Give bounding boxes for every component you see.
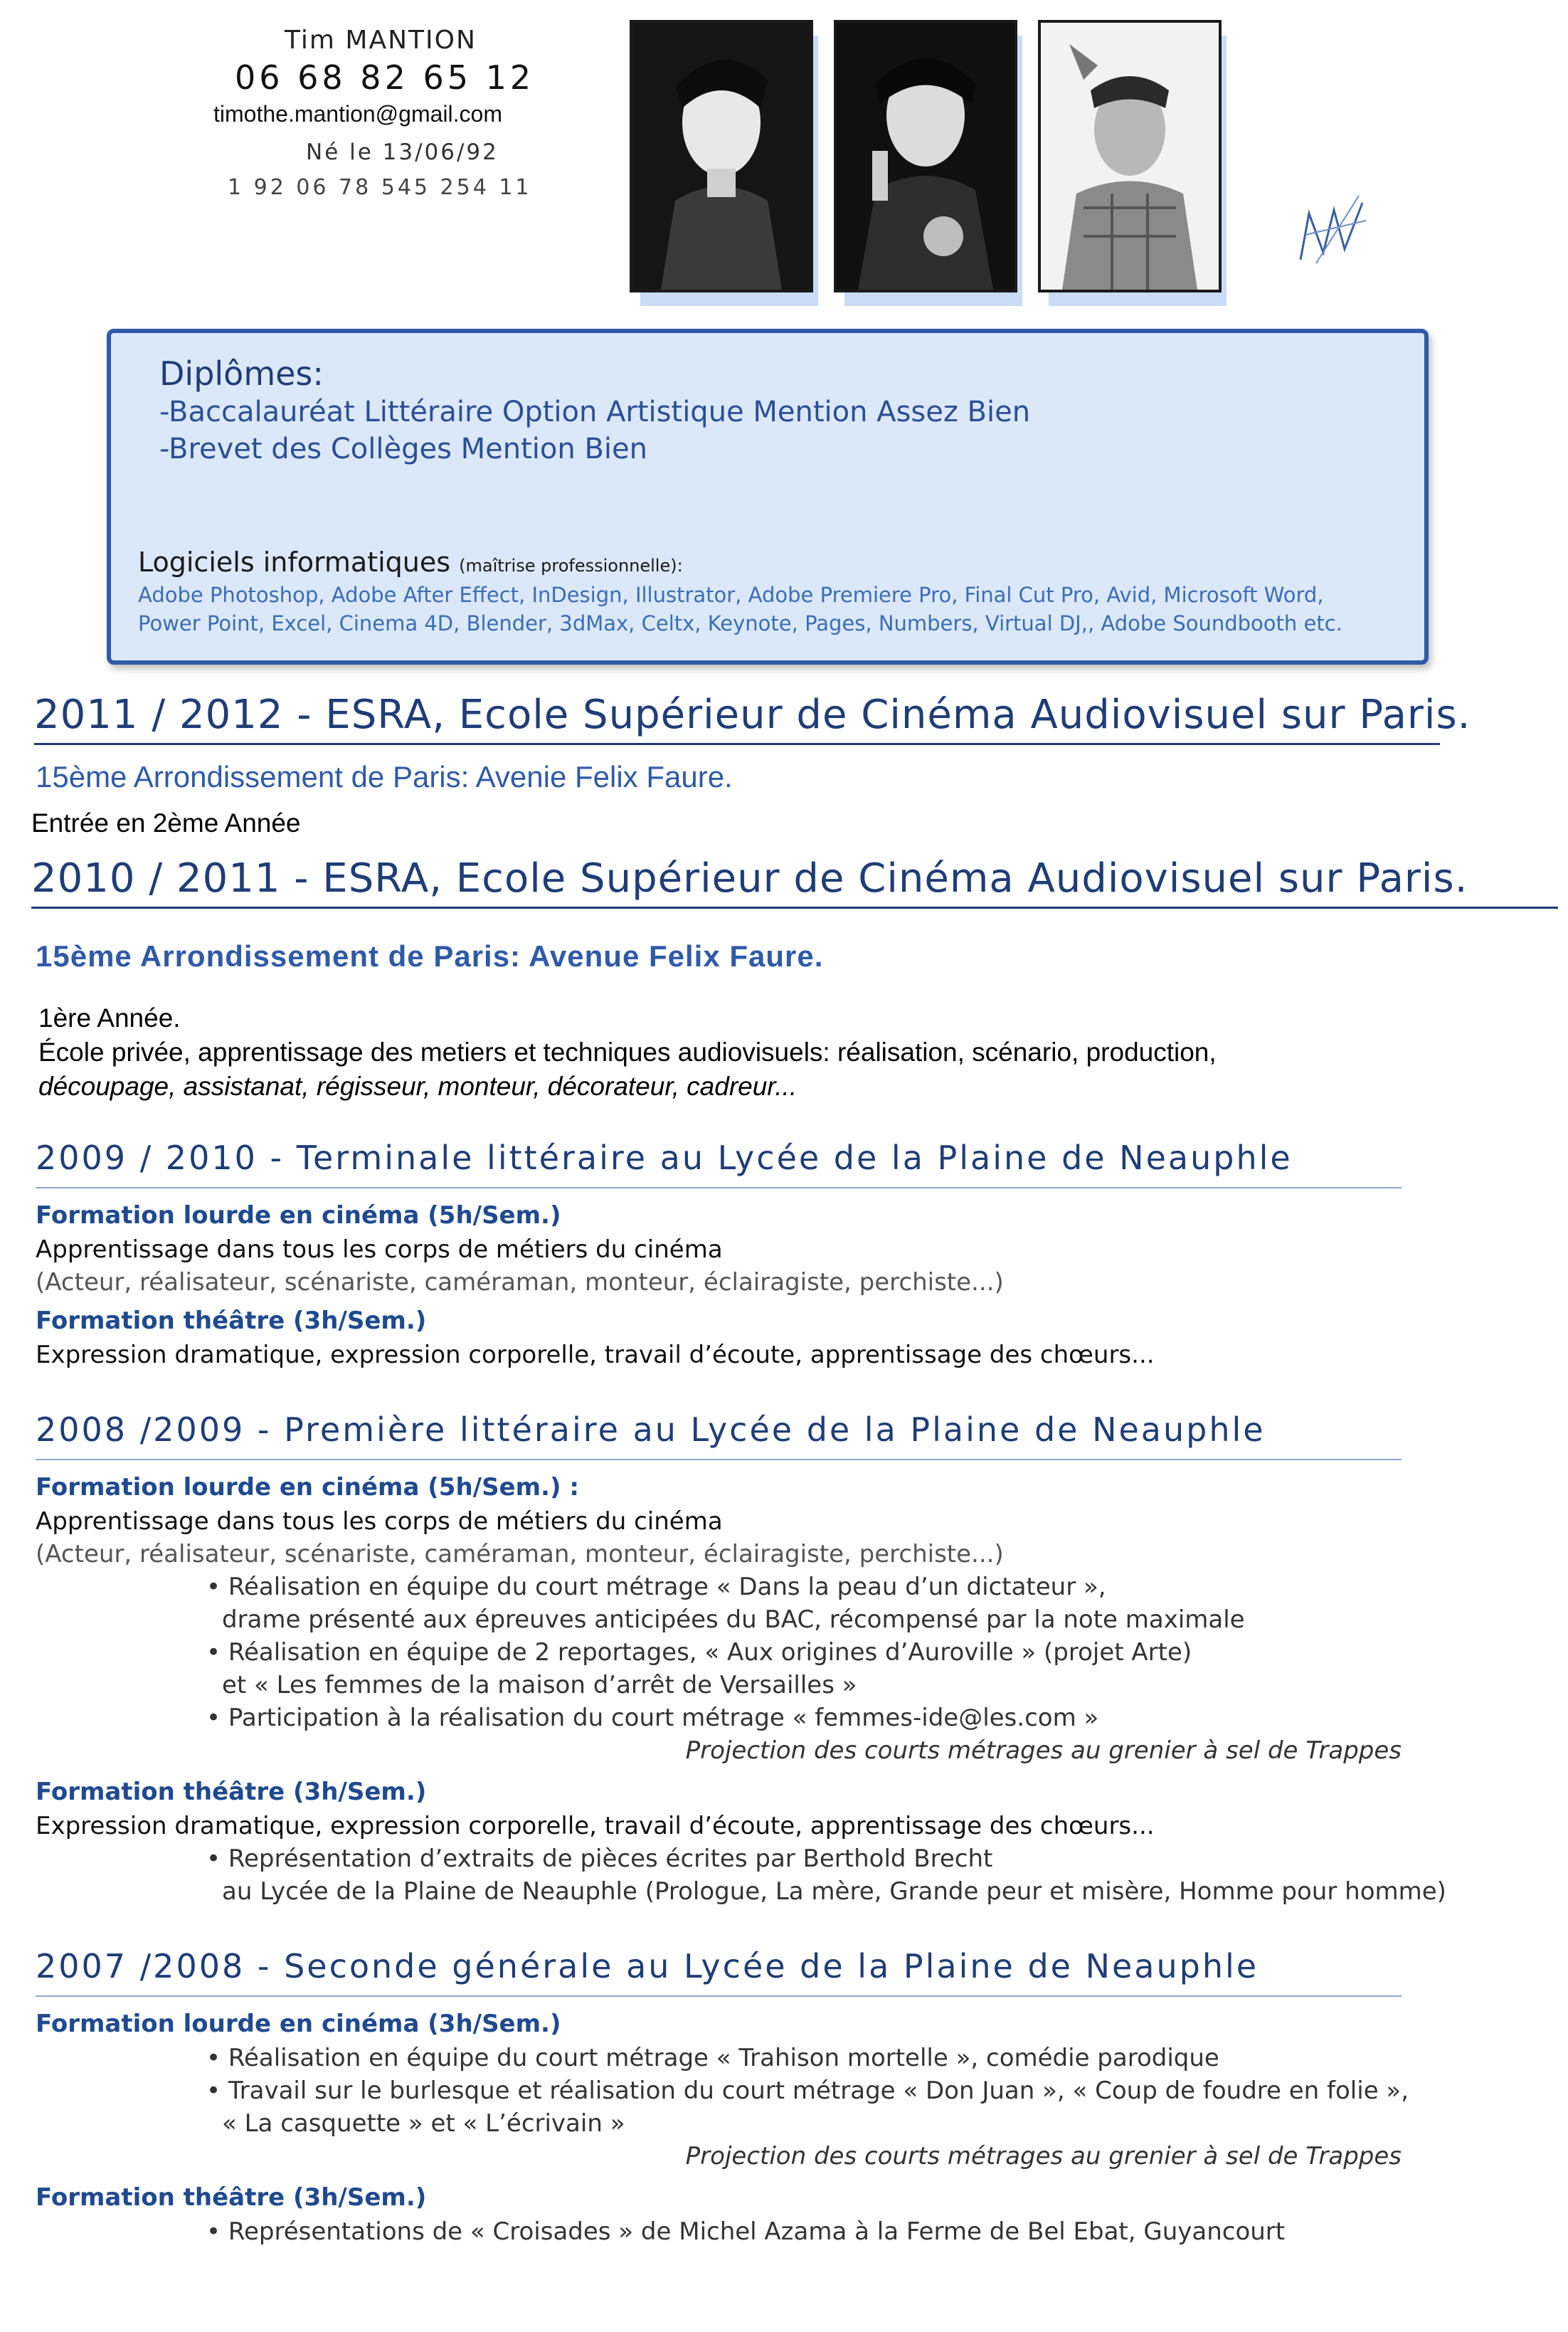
esra-2011-rule — [34, 743, 1440, 745]
premiere-rule — [36, 1459, 1402, 1460]
esra-2011-location: 15ème Arrondissement de Paris: Avenie Felix Faure. — [36, 760, 733, 793]
premiere-projection: Projection des courts métrages au grenier à sel de Trappes — [685, 1736, 1402, 1765]
terminale-cinema-text: Apprentissage dans tous les corps de métiers du cinéma — [36, 1235, 723, 1264]
terminale-rule — [36, 1187, 1402, 1188]
software-list — [138, 581, 1404, 638]
premiere-bullet-3: • Participation à la réalisation du court métrage « femmes-ide@les.com » — [206, 1704, 1099, 1732]
esra-2011-note: Entrée en 2ème Année — [31, 808, 301, 838]
premiere-theatre-text: Expression dramatique, expression corporelle, travail d’écoute, apprentissage des chœurs... — [36, 1812, 1155, 1840]
seconde-bullet-1: • Réalisation en équipe du court métrage « Trahison mortelle », comédie parodique — [206, 2044, 1219, 2072]
seconde-cinema-label: Formation lourde en cinéma (3h/Sem.) — [36, 2010, 561, 2038]
esra-2010-desc-2: découpage, assistanat, régisseur, monteur, décorateur, cadreur... — [38, 1072, 798, 1101]
signature-icon — [1295, 192, 1373, 270]
premiere-bullet-1-cont: drame présenté aux épreuves anticipées du BAC, récompensé par la note maximale — [222, 1605, 1245, 1634]
software-title-text: Logiciels informatiques — [138, 547, 451, 578]
esra-2010-year: 1ère Année. — [38, 1003, 181, 1033]
terminale-cinema-label: Formation lourde en cinéma (5h/Sem.) — [36, 1201, 561, 1230]
premiere-bullet-2: • Réalisation en équipe de 2 reportages, « Aux origines d’Auroville » (projet Arte) — [206, 1638, 1192, 1667]
premiere-theatre-bullet: • Représentation d’extraits de pièces écrites par Berthold Brecht — [206, 1845, 993, 1873]
diplomas-title: Diplômes: — [159, 354, 324, 393]
contact-phone: 06 68 82 65 12 — [235, 58, 535, 97]
seconde-bullet-2: • Travail sur le burlesque et réalisation du court métrage « Don Juan », « Coup de foudre en folie », — [206, 2077, 1409, 2105]
diplomas-box — [107, 329, 1429, 665]
terminale-theatre-label: Formation théâtre (3h/Sem.) — [36, 1307, 427, 1335]
seconde-theatre-label: Formation théâtre (3h/Sem.) — [36, 2183, 427, 2212]
esra-2010-location: 15ème Arrondissement de Paris: Avenue Felix Faure. — [36, 939, 824, 973]
premiere-bullet-2-cont: et « Les femmes de la maison d’arrêt de Versailles » — [222, 1671, 857, 1699]
esra-2010-desc-1: École privée, apprentissage des metiers et techniques audiovisuels: réalisation, scénario, production, — [38, 1038, 1217, 1067]
premiere-cinema-text: Apprentissage dans tous les corps de métiers du cinéma — [36, 1507, 723, 1536]
portrait-photo-3 — [1038, 20, 1222, 292]
contact-name: Tim MANTION — [285, 26, 477, 55]
contact-ssn: 1 92 06 78 545 254 11 — [228, 175, 532, 200]
terminale-cinema-roles: (Acteur, réalisateur, scénariste, caméraman, monteur, éclairagiste, perchiste...) — [36, 1268, 1004, 1297]
portrait-photo-1 — [630, 20, 813, 292]
terminale-theatre-text: Expression dramatique, expression corporelle, travail d’écoute, apprentissage des chœurs... — [36, 1341, 1155, 1369]
diploma-bac: -Baccalauréat Littéraire Option Artistique Mention Assez Bien — [159, 396, 1031, 428]
seconde-theatre-bullet: • Représentations de « Croisades » de Michel Azama à la Ferme de Bel Ebat, Guyancourt — [206, 2217, 1286, 2246]
diploma-brevet: -Brevet des Collèges Mention Bien — [159, 433, 647, 465]
esra-2010-heading: 2010 / 2011 - ESRA, Ecole Supérieur de Cinéma Audiovisuel sur Paris. — [31, 855, 1468, 902]
portrait-image-1 — [632, 23, 810, 290]
seconde-heading: 2007 /2008 - Seconde générale au Lycée de la Plaine de Neauphle — [36, 1947, 1259, 1985]
portrait-photo-2 — [834, 20, 1017, 292]
software-title — [138, 547, 683, 578]
premiere-heading: 2008 /2009 - Première littéraire au Lycée de la Plaine de Neauphle — [36, 1410, 1266, 1449]
contact-email: timothe.mantion@gmail.com — [213, 101, 502, 127]
premiere-bullet-1: • Réalisation en équipe du court métrage « Dans la peau d’un dictateur », — [206, 1573, 1106, 1601]
seconde-projection: Projection des courts métrages au grenier à sel de Trappes — [685, 2142, 1402, 2170]
portrait-image-2 — [837, 23, 1015, 290]
esra-2011-heading: 2011 / 2012 - ESRA, Ecole Supérieur de Cinéma Audiovisuel sur Paris. — [34, 692, 1471, 738]
premiere-cinema-label: Formation lourde en cinéma (5h/Sem.) : — [36, 1473, 579, 1502]
esra-2010-rule — [31, 907, 1558, 909]
portrait-image-3 — [1041, 23, 1219, 290]
software-line-1: Adobe Photoshop, Adobe After Effect, InDesign, Illustrator, Adobe Premiere Pro, Final Cut Pro, Avid, Microsoft Word, — [138, 583, 1324, 607]
seconde-bullet-2-cont: « La casquette » et « L’écrivain » — [222, 2109, 625, 2138]
premiere-cinema-roles: (Acteur, réalisateur, scénariste, caméraman, monteur, éclairagiste, perchiste...) — [36, 1540, 1004, 1568]
premiere-theatre-label: Formation théâtre (3h/Sem.) — [36, 1778, 427, 1806]
software-line-2: Power Point, Excel, Cinema 4D, Blender, 3dMax, Celtx, Keynote, Pages, Numbers, Virtual DJ,, Adobe Soundbooth etc. — [138, 611, 1342, 635]
seconde-rule — [36, 1995, 1402, 1997]
contact-birthdate: Né le 13/06/92 — [306, 139, 499, 165]
premiere-theatre-bullet-cont: au Lycée de la Plaine de Neauphle (Prologue, La mère, Grande peur et misère, Homme pour homme) — [222, 1877, 1446, 1906]
terminale-heading: 2009 / 2010 - Terminale littéraire au Lycée de la Plaine de Neauphle — [36, 1139, 1293, 1177]
software-note: (maîtrise professionnelle): — [459, 556, 683, 576]
